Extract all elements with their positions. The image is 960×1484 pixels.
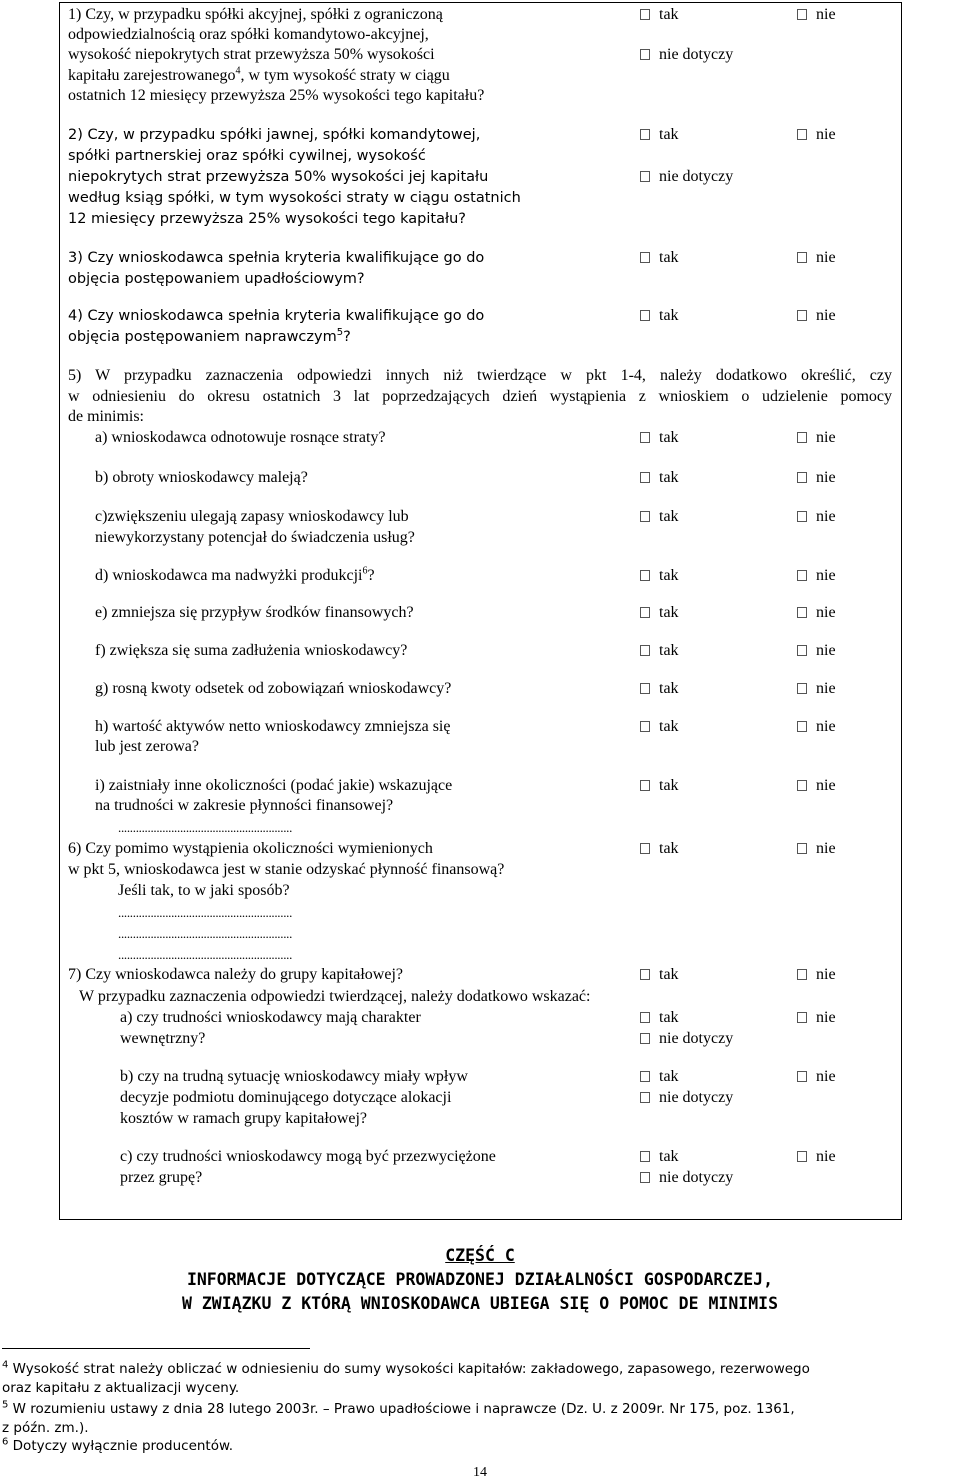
q5i-yes-checkbox[interactable]: tak	[640, 776, 679, 796]
q4-yes-checkbox[interactable]: tak	[640, 306, 679, 326]
q5a-no-checkbox[interactable]: nie	[797, 428, 836, 448]
answer-dots: ...........................................................	[118, 820, 293, 835]
checkbox-icon	[797, 9, 807, 20]
checkbox-icon	[797, 1071, 807, 1082]
q5d-no-checkbox[interactable]: nie	[797, 566, 836, 586]
q5h-no-checkbox[interactable]: nie	[797, 717, 836, 737]
q5c-yes-checkbox[interactable]: tak	[640, 507, 679, 527]
checkbox-icon	[640, 511, 650, 522]
checkbox-icon	[797, 310, 807, 321]
checkbox-icon	[797, 780, 807, 791]
checkbox-icon	[797, 607, 807, 618]
checkbox-icon	[797, 511, 807, 522]
q7b-no-checkbox[interactable]: nie	[797, 1067, 836, 1087]
checkbox-icon	[640, 570, 650, 581]
q6-yes-checkbox[interactable]: tak	[640, 839, 679, 859]
q5i-no-checkbox[interactable]: nie	[797, 776, 836, 796]
q5b-text: b) obroty wnioskodawcy maleją?	[95, 469, 308, 486]
q7b-yes-checkbox[interactable]: tak	[640, 1067, 679, 1087]
q7c-na-checkbox[interactable]: nie dotyczy	[640, 1168, 733, 1188]
q5e-no-checkbox[interactable]: nie	[797, 603, 836, 623]
q3-yes-checkbox[interactable]: tak	[640, 248, 679, 268]
q1-no-checkbox[interactable]: nie	[797, 5, 836, 25]
checkbox-icon	[640, 1071, 650, 1082]
answer-dots: ...........................................................	[118, 905, 293, 920]
q3-no-checkbox[interactable]: nie	[797, 248, 836, 268]
q5a-text: a) wnioskodawca odnotowuje rosnące straty?	[95, 429, 386, 446]
checkbox-icon	[640, 49, 650, 60]
q5c-no-checkbox[interactable]: nie	[797, 507, 836, 527]
checkbox-icon	[640, 9, 650, 20]
checkbox-icon	[797, 721, 807, 732]
q7-no-checkbox[interactable]: nie	[797, 965, 836, 985]
checkbox-icon	[640, 607, 650, 618]
q2-yes-checkbox[interactable]: tak	[640, 125, 679, 145]
checkbox-icon	[797, 683, 807, 694]
checkbox-icon	[797, 969, 807, 980]
q6-no-checkbox[interactable]: nie	[797, 839, 836, 859]
checkbox-icon	[640, 1092, 650, 1103]
q5g-no-checkbox[interactable]: nie	[797, 679, 836, 699]
checkbox-icon	[797, 570, 807, 581]
q7c-no-checkbox[interactable]: nie	[797, 1147, 836, 1167]
checkbox-icon	[640, 645, 650, 656]
checkbox-icon	[640, 432, 650, 443]
checkbox-icon	[640, 1012, 650, 1023]
footnote-5: $^5$ W rozumieniu ustawy z dnia 28 lutego 2003r. – Prawo upadłościowe i naprawcze (Dz. U. z 2009r. Nr 175, poz. 1361,	[2, 1399, 795, 1417]
q1-yes-checkbox[interactable]: tak	[640, 5, 679, 25]
q7c-yes-checkbox[interactable]: tak	[640, 1147, 679, 1167]
q5b-no-checkbox[interactable]: nie	[797, 468, 836, 488]
checkbox-icon	[797, 252, 807, 263]
checkbox-icon	[640, 1172, 650, 1183]
checkbox-icon	[797, 129, 807, 140]
checkbox-icon	[797, 645, 807, 656]
q2-na-checkbox[interactable]: nie dotyczy	[640, 167, 733, 187]
q5a-yes-checkbox[interactable]: tak	[640, 428, 679, 448]
q7a-yes-checkbox[interactable]: tak	[640, 1008, 679, 1028]
checkbox-icon	[640, 472, 650, 483]
section-subtitle-line1: INFORMACJE DOTYCZĄCE PROWADZONEJ DZIAŁALNOŚCI GOSPODARCZEJ,	[186, 1270, 774, 1289]
checkbox-icon	[640, 843, 650, 854]
q7a-no-checkbox[interactable]: nie	[797, 1008, 836, 1028]
checkbox-icon	[797, 432, 807, 443]
footnote-4: $^4$ Wysokość strat należy obliczać w odniesieniu do sumy wysokości kapitałów: zakładowego, zapasowego, rezerwowego	[2, 1359, 810, 1377]
checkbox-icon	[640, 171, 650, 182]
answer-dots: ...........................................................	[118, 947, 293, 962]
q1-na-checkbox[interactable]: nie dotyczy	[640, 45, 733, 65]
checkbox-icon	[640, 780, 650, 791]
q5e-yes-checkbox[interactable]: tak	[640, 603, 679, 623]
checkbox-icon	[797, 1151, 807, 1162]
section-subtitle-line2: W ZWIĄZKU Z KTÓRĄ WNIOSKODAWCA UBIEGA SIĘ O POMOC DE MINIMIS	[181, 1294, 779, 1313]
footnote-6: $^6$ Dotyczy wyłącznie producentów.	[2, 1436, 234, 1454]
checkbox-icon	[640, 1151, 650, 1162]
q5h-yes-checkbox[interactable]: tak	[640, 717, 679, 737]
footnote-separator	[2, 1348, 310, 1349]
checkbox-icon	[797, 1012, 807, 1023]
q5f-yes-checkbox[interactable]: tak	[640, 641, 679, 661]
q5b-yes-checkbox[interactable]: tak	[640, 468, 679, 488]
q5f-no-checkbox[interactable]: nie	[797, 641, 836, 661]
checkbox-icon	[640, 969, 650, 980]
checkbox-icon	[640, 310, 650, 321]
q7b-na-checkbox[interactable]: nie dotyczy	[640, 1088, 733, 1108]
checkbox-icon	[797, 472, 807, 483]
checkbox-icon	[640, 1033, 650, 1044]
section-title: CZĘŚĆ C	[445, 1246, 515, 1265]
checkbox-icon	[640, 683, 650, 694]
q7-yes-checkbox[interactable]: tak	[640, 965, 679, 985]
checkbox-icon	[797, 843, 807, 854]
q2-no-checkbox[interactable]: nie	[797, 125, 836, 145]
q4-no-checkbox[interactable]: nie	[797, 306, 836, 326]
checkbox-icon	[640, 252, 650, 263]
page-number: 14	[473, 1465, 487, 1480]
answer-dots: ...........................................................	[118, 926, 293, 941]
q5g-yes-checkbox[interactable]: tak	[640, 679, 679, 699]
q5d-yes-checkbox[interactable]: tak	[640, 566, 679, 586]
checkbox-icon	[640, 721, 650, 732]
q7a-na-checkbox[interactable]: nie dotyczy	[640, 1029, 733, 1049]
checkbox-icon	[640, 129, 650, 140]
